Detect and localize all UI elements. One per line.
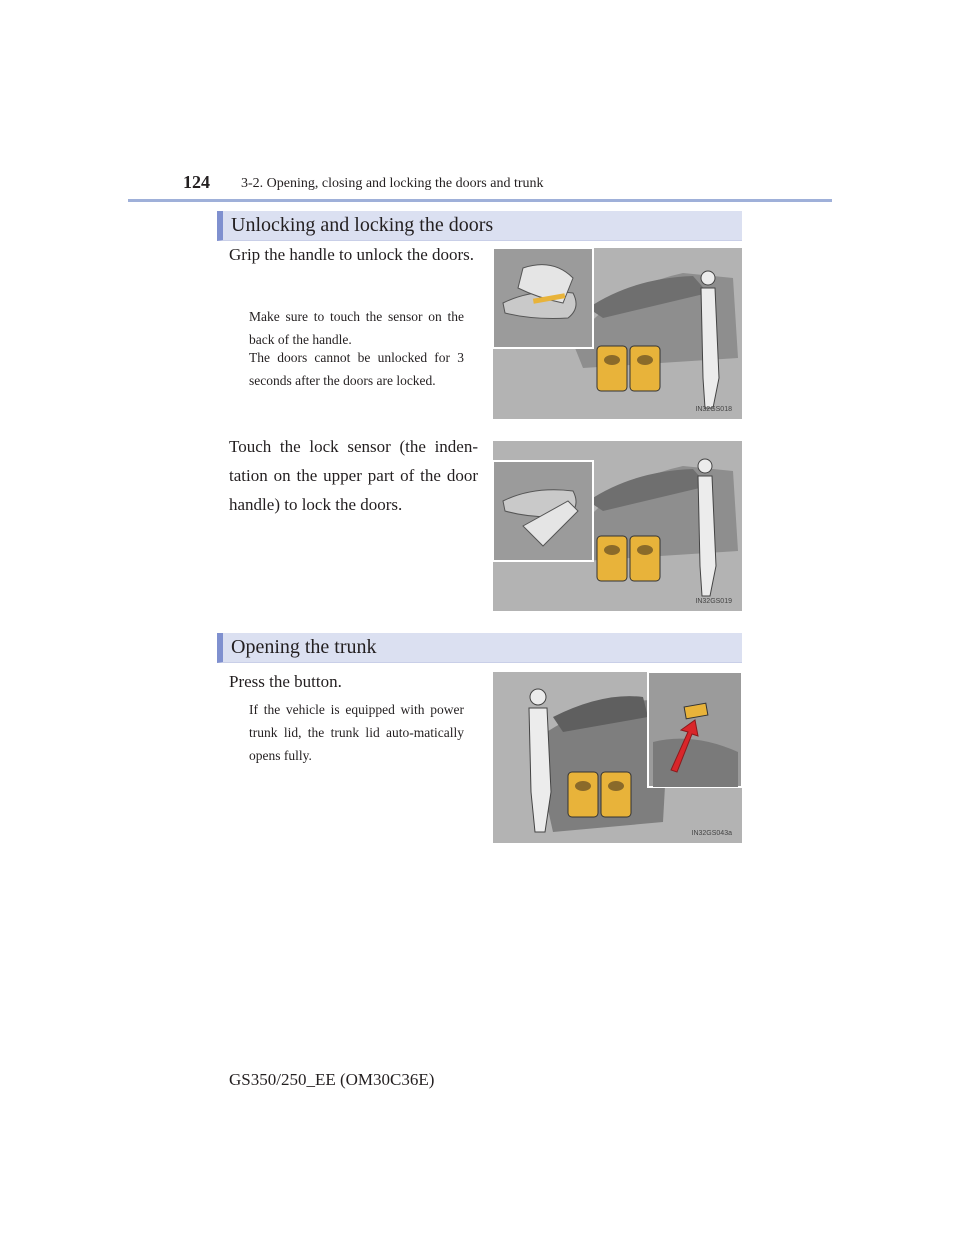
figure-trunk-button-illustration xyxy=(493,672,742,843)
section-heading-trunk xyxy=(217,633,742,663)
section-heading-unlocking xyxy=(217,211,742,241)
figure-lock-sensor-illustration xyxy=(493,441,742,611)
footer-model-code: GS350/250_EE (OM30C36E) xyxy=(229,1070,435,1089)
section-heading-label: Unlocking and locking the doors xyxy=(231,214,494,236)
chapter-title: 3-2. Opening, closing and locking the doors and trunk xyxy=(241,176,544,191)
figure-code: IN32GS018 xyxy=(695,406,732,413)
header-rule xyxy=(128,199,832,202)
note-touch-sensor: Make sure to touch the sensor on the back of the handle. xyxy=(249,309,464,347)
note-power-trunk-lid: If the vehicle is equipped with power trunk lid, the trunk lid auto-matically opens fully. xyxy=(249,702,464,763)
page-number: 124 xyxy=(183,172,210,192)
step-press-button-text: Press the button. xyxy=(229,672,342,691)
figure-trunk-button-drawing xyxy=(493,672,742,843)
section-heading-label: Opening the trunk xyxy=(231,636,377,658)
step-grip-handle-text: Grip the handle to unlock the doors. xyxy=(229,245,475,264)
figure-grip-handle-drawing xyxy=(493,248,742,419)
step-touch-lock-sensor-text: Touch the lock sensor (the inden-tation on the upper part of the door handle) to lock the doors. xyxy=(229,437,478,514)
figure-code: IN32GS043a xyxy=(691,830,732,837)
figure-grip-handle-illustration xyxy=(493,248,742,419)
figure-lock-sensor-drawing xyxy=(493,441,742,611)
note-unlock-delay: The doors cannot be unlocked for 3 seconds after the doors are locked. xyxy=(249,350,464,388)
figure-code: IN32GS019 xyxy=(695,598,732,605)
